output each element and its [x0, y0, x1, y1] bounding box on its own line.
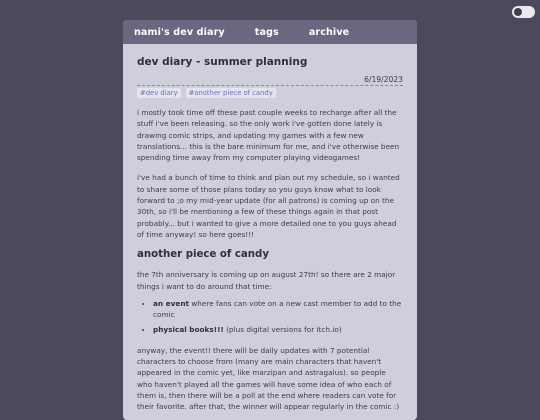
tag-another-piece-of-candy[interactable]: #another piece of candy: [186, 88, 276, 98]
list-item-bold: physical books!!!: [153, 325, 224, 335]
diary-card: [123, 20, 417, 420]
plans-list: [137, 298, 403, 336]
list-item-text: (plus digital versions for itch.io): [223, 325, 342, 335]
section-heading: another piece of candy: [137, 249, 269, 261]
top-nav: [123, 20, 417, 44]
post-title[interactable]: dev diary - summer planning: [137, 56, 308, 68]
nav-tags-link[interactable]: tags: [254, 26, 279, 38]
nav-home-link[interactable]: nami's dev diary: [134, 26, 225, 38]
tag-dev-diary[interactable]: #dev diary: [137, 88, 181, 98]
post-date: 6/19/2023: [137, 75, 403, 86]
toggle-knob: [514, 8, 522, 16]
post-paragraph: anyway, the event!! there will be daily updates with 7 potential characters to choose from (many are main characters that haven't appeared in the comic yet, like marzipan and astragalus). so people who haven't played all the games will have some idea of who each of them is, then there will be a poll at the end where readers can vote for their favorite. after that, the winner will appear regularly in the comic :): [137, 345, 400, 412]
post-content: [123, 44, 417, 413]
list-item-text: where fans can vote on a new cast member to add to the comic: [153, 298, 402, 320]
post-tags: [137, 88, 403, 98]
nav-archive-link[interactable]: archive: [308, 26, 350, 38]
post-paragraph: i've had a bunch of time to think and plan out my schedule, so i wanted to share some of those plans today so you guys know what to look forward to ;o my mid-year update (for all patrons) is coming up on the 30th, so i'll be mentioning a few of these things again in that post probably... but i wanted to give a more detailed one to you guys ahead of time anyway! so here goes!!!: [137, 173, 400, 239]
theme-toggle[interactable]: [512, 6, 535, 18]
section-intro: the 7th anniversary is coming up on august 27th! so there are 2 major things i want to do around that time:: [137, 270, 396, 291]
list-item: [153, 324, 403, 335]
list-item-bold: an event: [153, 298, 189, 308]
list-item: [153, 298, 403, 321]
post-paragraph: i mostly took time off these past couple weeks to recharge after all the stuff i've been releasing. so the only work i've gotten done lately is drawing comic strips, and updating my games with a few new translations... this is the bare minimum for me, and i've otherwise been spending time away from my computer playing videogames!: [137, 108, 400, 163]
